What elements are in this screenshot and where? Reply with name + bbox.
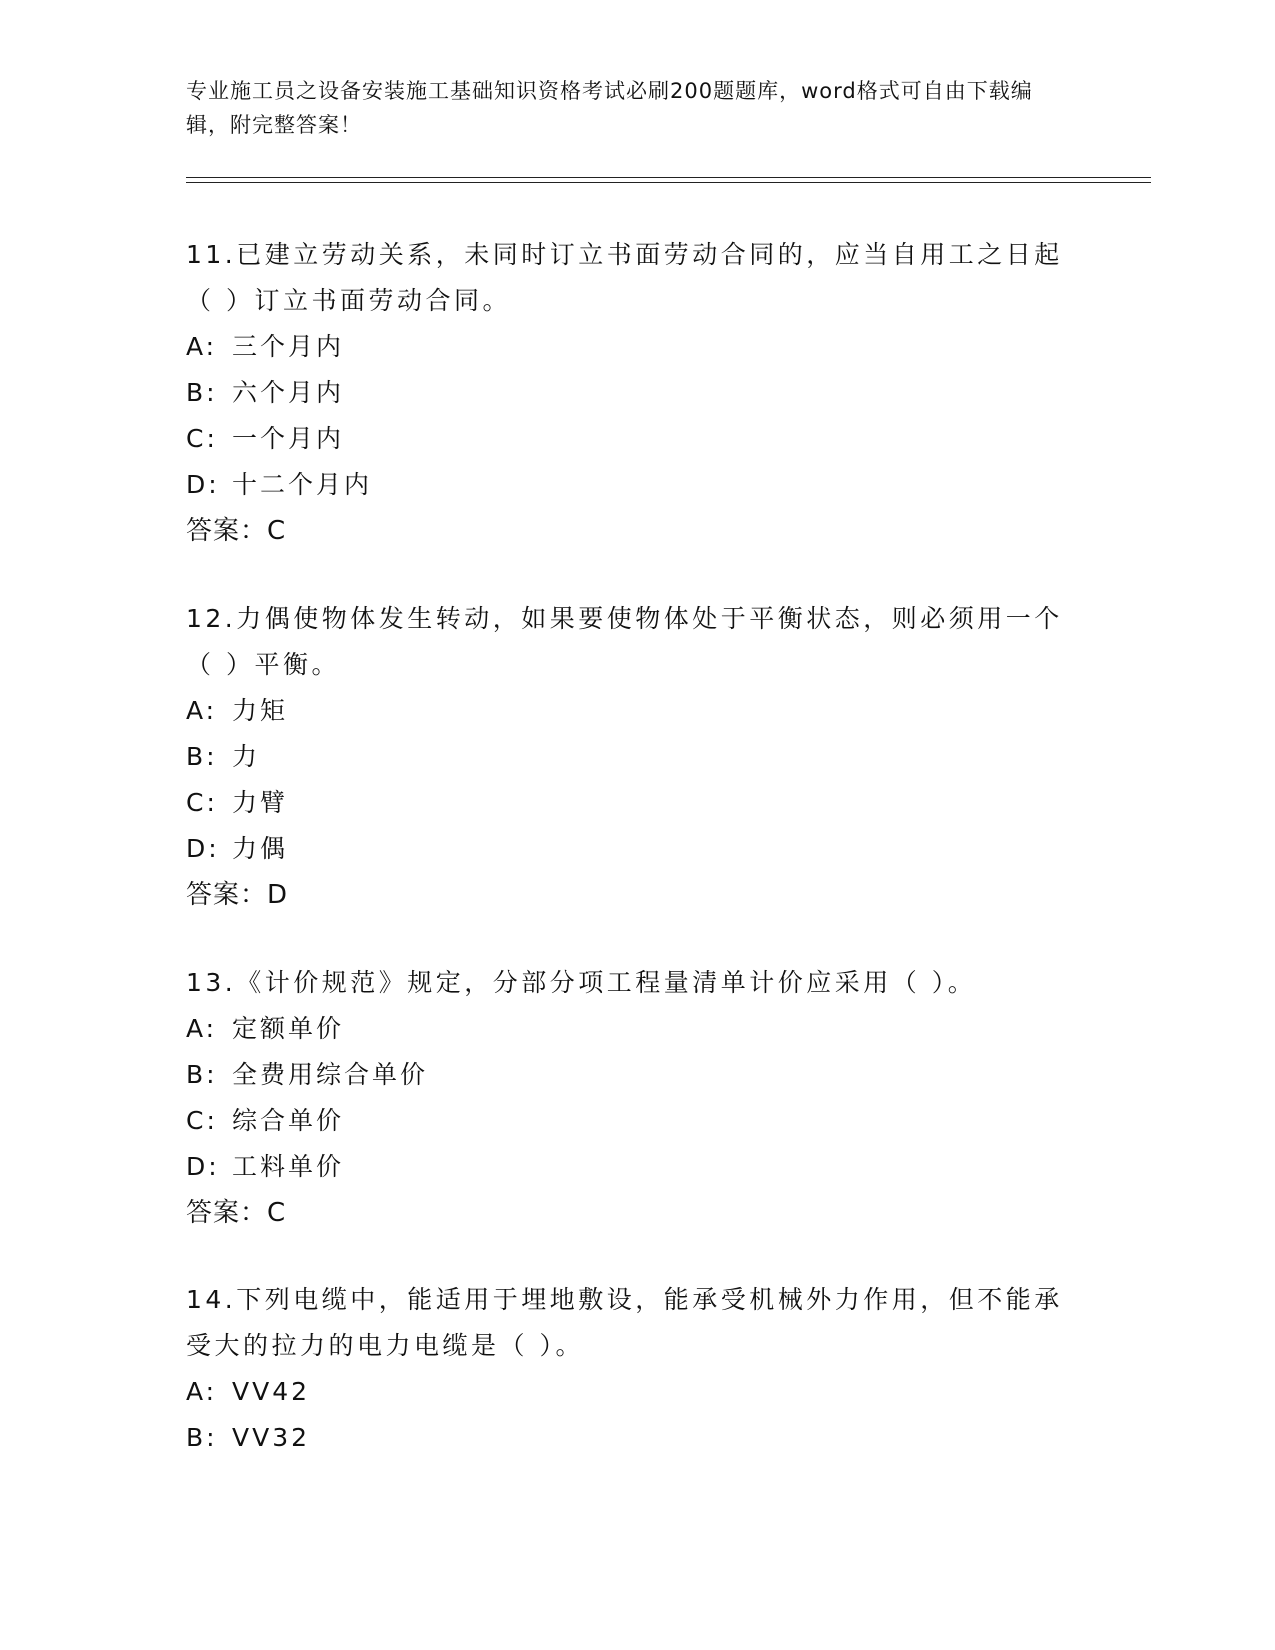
- option-letter: B:: [186, 1423, 218, 1452]
- option-letter: A:: [186, 1377, 218, 1406]
- option-c: [186, 780, 1086, 826]
- option-text: VV42: [232, 1377, 311, 1406]
- answer-line: 答案：C: [186, 516, 287, 546]
- question-text: 13.《计价规范》规定，分部分项工程量清单计价应采用（ ）。: [186, 968, 977, 997]
- option-c: [186, 416, 1086, 462]
- option-text: 六个月内: [232, 378, 345, 407]
- option-text: 综合单价: [232, 1106, 345, 1135]
- option-letter: A:: [186, 1014, 218, 1043]
- option-b: [186, 1415, 1086, 1461]
- question-11: [186, 232, 1086, 554]
- option-a: [186, 324, 1086, 370]
- option-text: 一个月内: [232, 424, 345, 453]
- option-letter: B:: [186, 1060, 218, 1089]
- option-d: [186, 826, 1086, 872]
- question-text: 12.力偶使物体发生转动，如果要使物体处于平衡状态，则必须用一个（ ）平衡。: [186, 604, 1063, 679]
- document-header: 专业施工员之设备安装施工基础知识资格考试必刷200题题库，word格式可自由下载编辑，附完整答案！: [186, 79, 1033, 137]
- header-divider-top: [186, 177, 1151, 178]
- option-text: 力臂: [232, 788, 289, 817]
- option-letter: C:: [186, 1106, 218, 1135]
- question-text: 14.下列电缆中，能适用于埋地敷设，能承受机械外力作用，但不能承受大的拉力的电力电缆是（ ）。: [186, 1285, 1063, 1360]
- header-divider-bottom: [186, 182, 1151, 183]
- answer-line: 答案：D: [186, 880, 289, 910]
- option-a: [186, 688, 1086, 734]
- option-letter: D:: [186, 470, 220, 499]
- option-text: 力偶: [232, 834, 289, 863]
- option-text: 全费用综合单价: [232, 1060, 429, 1089]
- option-b: [186, 734, 1086, 780]
- option-letter: C:: [186, 424, 218, 453]
- option-c: [186, 1098, 1086, 1144]
- question-14: [186, 1277, 1086, 1461]
- option-a: [186, 1006, 1086, 1052]
- option-text: VV32: [232, 1423, 311, 1452]
- option-text: 定额单价: [232, 1014, 345, 1043]
- option-letter: B:: [186, 742, 218, 771]
- option-b: [186, 370, 1086, 416]
- option-text: 力矩: [232, 696, 289, 725]
- option-d: [186, 462, 1086, 508]
- option-letter: D:: [186, 1152, 220, 1181]
- option-text: 三个月内: [232, 332, 345, 361]
- option-text: 工料单价: [232, 1152, 345, 1181]
- question-12: [186, 596, 1086, 918]
- question-text: 11.已建立劳动关系，未同时订立书面劳动合同的，应当自用工之日起（ ）订立书面劳动合同。: [186, 240, 1063, 315]
- option-letter: A:: [186, 696, 218, 725]
- option-b: [186, 1052, 1086, 1098]
- option-text: 力: [232, 742, 261, 771]
- option-text: 十二个月内: [232, 470, 373, 499]
- option-letter: B:: [186, 378, 218, 407]
- question-13: [186, 960, 1086, 1236]
- answer-line: 答案：C: [186, 1198, 287, 1228]
- option-d: [186, 1144, 1086, 1190]
- option-a: [186, 1369, 1086, 1415]
- option-letter: C:: [186, 788, 218, 817]
- option-letter: A:: [186, 332, 218, 361]
- option-letter: D:: [186, 834, 220, 863]
